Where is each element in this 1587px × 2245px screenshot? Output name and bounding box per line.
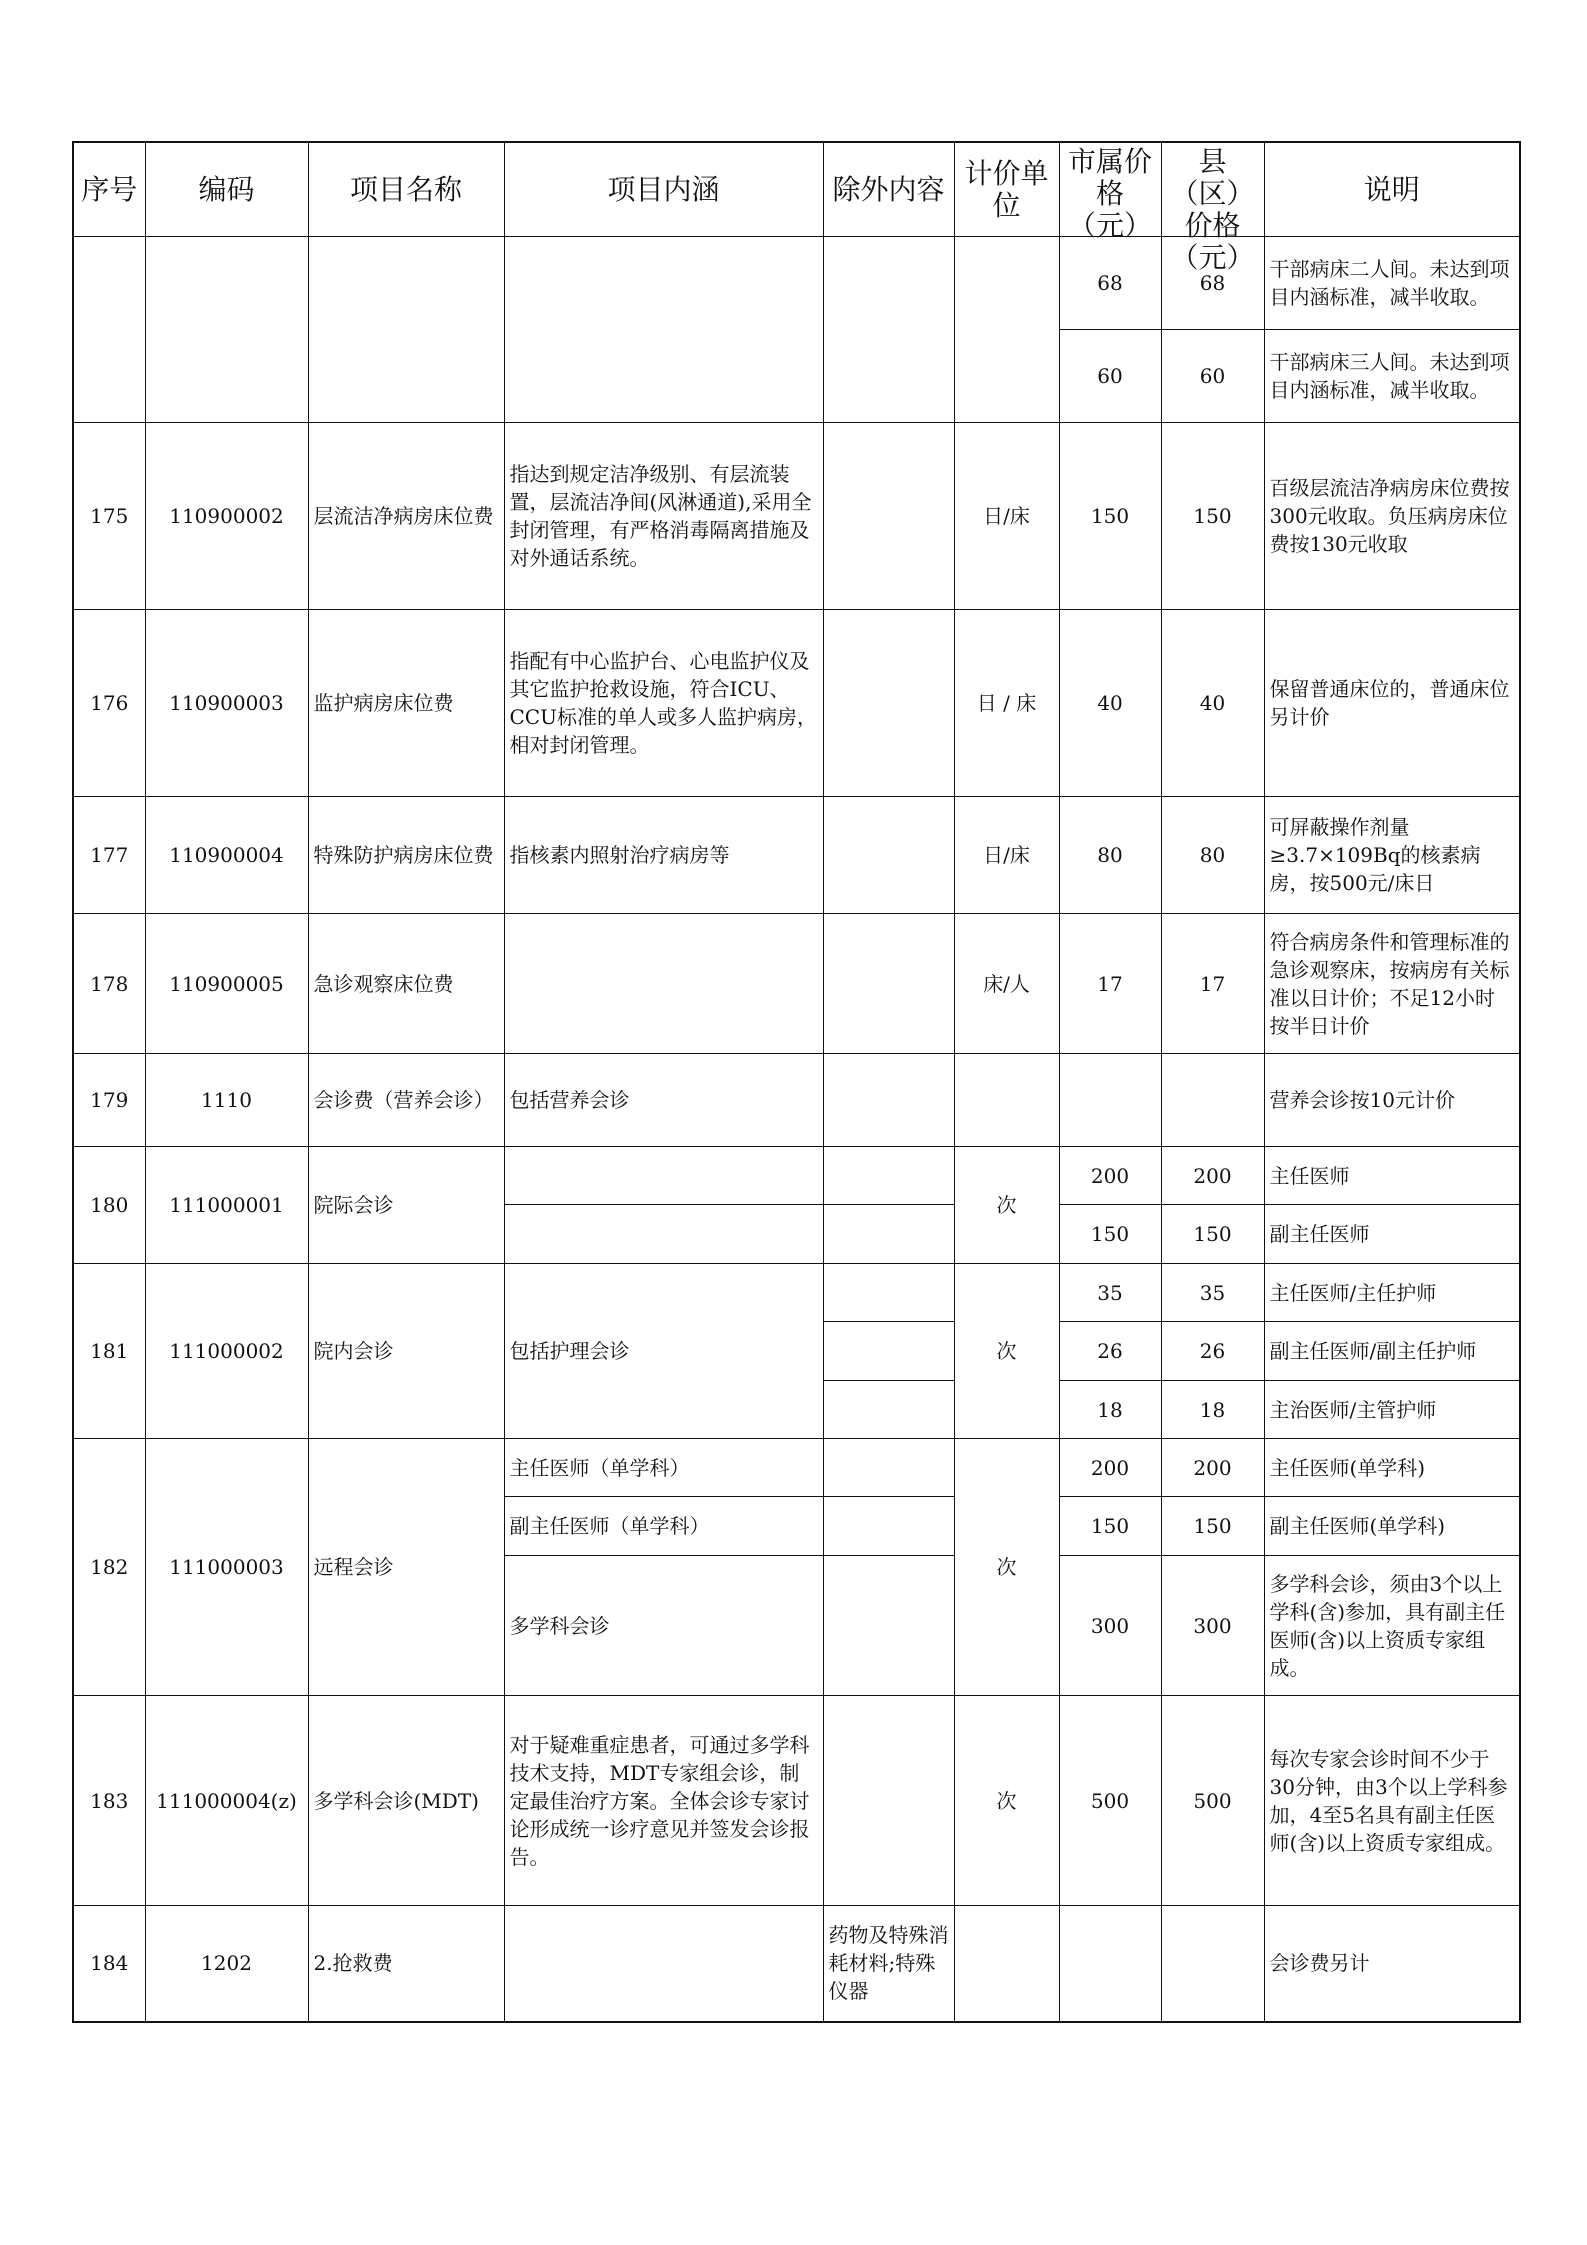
cell-city-price: 500 [1059, 1696, 1161, 1906]
cell-exclude [823, 1054, 954, 1147]
cell-county-price: 35 [1161, 1264, 1264, 1322]
cell-note: 保留普通床位的，普通床位另计价 [1264, 610, 1520, 797]
cell-city-price: 150 [1059, 423, 1161, 610]
cell-exclude [823, 1381, 954, 1439]
cell-county-price: 68 [1161, 237, 1264, 330]
cell-seq: 182 [73, 1439, 145, 1696]
table-row [73, 1439, 1520, 1497]
cell-seq: 176 [73, 610, 145, 797]
cell-name: 远程会诊 [308, 1439, 504, 1696]
cell-seq [73, 237, 145, 423]
cell-exclude [823, 1264, 954, 1322]
cell-name: 2.抢救费 [308, 1906, 504, 2022]
cell-seq: 184 [73, 1906, 145, 2022]
table-row [73, 1147, 1520, 1205]
cell-unit [954, 1054, 1059, 1147]
cell-content: 主任医师（单学科） [504, 1439, 823, 1497]
cell-content [504, 914, 823, 1054]
cell-name [308, 237, 504, 423]
cell-note: 干部病床三人间。未达到项目内涵标准，减半收取。 [1264, 330, 1520, 423]
header-unit: 计价单位 [954, 142, 1059, 237]
cell-seq: 180 [73, 1147, 145, 1264]
cell-county-price: 500 [1161, 1696, 1264, 1906]
cell-content: 指核素内照射治疗病房等 [504, 797, 823, 914]
cell-code [145, 237, 308, 423]
cell-county-price [1161, 1054, 1264, 1147]
cell-content: 多学科会诊 [504, 1556, 823, 1696]
cell-exclude [823, 1556, 954, 1696]
cell-unit: 次 [954, 1439, 1059, 1696]
header-row [73, 142, 1520, 237]
table-row [73, 610, 1520, 797]
cell-name: 急诊观察床位费 [308, 914, 504, 1054]
cell-county-price: 150 [1161, 423, 1264, 610]
cell-content: 副主任医师（单学科） [504, 1497, 823, 1556]
cell-county-price: 150 [1161, 1205, 1264, 1264]
header-county-price: 县（区）价格（元） [1161, 142, 1264, 237]
cell-code: 110900002 [145, 423, 308, 610]
cell-seq: 177 [73, 797, 145, 914]
table-row [73, 1264, 1520, 1322]
cell-exclude [823, 797, 954, 914]
cell-unit: 日 / 床 [954, 610, 1059, 797]
cell-note: 主任医师(单学科) [1264, 1439, 1520, 1497]
cell-note: 可屏蔽操作剂量≥3.7×109Bq的核素病房，按500元/床日 [1264, 797, 1520, 914]
cell-content: 对于疑难重症患者，可通过多学科技术支持，MDT专家组会诊，制定最佳治疗方案。全体会诊专家讨论形成统一诊疗意见并签发会诊报告。 [504, 1696, 823, 1906]
cell-city-price: 80 [1059, 797, 1161, 914]
cell-unit [954, 237, 1059, 423]
cell-county-price [1161, 1906, 1264, 2022]
cell-note: 每次专家会诊时间不少于30分钟，由3个以上学科参加，4至5名具有副主任医师(含)以上资质专家组成。 [1264, 1696, 1520, 1906]
cell-code: 110900003 [145, 610, 308, 797]
cell-city-price: 200 [1059, 1439, 1161, 1497]
cell-exclude [823, 610, 954, 797]
cell-city-price: 40 [1059, 610, 1161, 797]
cell-exclude [823, 423, 954, 610]
cell-note: 多学科会诊，须由3个以上学科(含)参加，具有副主任医师(含)以上资质专家组成。 [1264, 1556, 1520, 1696]
cell-county-price: 200 [1161, 1147, 1264, 1205]
cell-county-price: 40 [1161, 610, 1264, 797]
cell-note: 副主任医师 [1264, 1205, 1520, 1264]
cell-code: 111000003 [145, 1439, 308, 1696]
cell-exclude [823, 1147, 954, 1205]
header-city-price: 市属价格（元） [1059, 142, 1161, 237]
cell-code: 110900005 [145, 914, 308, 1054]
cell-content: 包括营养会诊 [504, 1054, 823, 1147]
cell-unit: 日/床 [954, 797, 1059, 914]
cell-name: 会诊费（营养会诊） [308, 1054, 504, 1147]
cell-unit: 次 [954, 1264, 1059, 1439]
cell-name: 特殊防护病房床位费 [308, 797, 504, 914]
cell-note: 主治医师/主管护师 [1264, 1381, 1520, 1439]
cell-code: 111000001 [145, 1147, 308, 1264]
cell-exclude [823, 1497, 954, 1556]
table-row [73, 914, 1520, 1054]
cell-county-price: 300 [1161, 1556, 1264, 1696]
table-row [73, 423, 1520, 610]
header-content: 项目内涵 [504, 142, 823, 237]
header-exclude: 除外内容 [823, 142, 954, 237]
cell-note: 副主任医师/副主任护师 [1264, 1322, 1520, 1381]
cell-content [504, 1147, 823, 1205]
cell-name: 院内会诊 [308, 1264, 504, 1439]
cell-city-price: 150 [1059, 1205, 1161, 1264]
cell-city-price: 200 [1059, 1147, 1161, 1205]
cell-name: 多学科会诊(MDT) [308, 1696, 504, 1906]
cell-city-price: 26 [1059, 1322, 1161, 1381]
cell-county-price: 200 [1161, 1439, 1264, 1497]
cell-code: 110900004 [145, 797, 308, 914]
header-note: 说明 [1264, 142, 1520, 237]
cell-city-price: 18 [1059, 1381, 1161, 1439]
cell-seq: 175 [73, 423, 145, 610]
price-table [72, 141, 1521, 2023]
header-code: 编码 [145, 142, 308, 237]
cell-unit: 次 [954, 1696, 1059, 1906]
cell-county-price: 60 [1161, 330, 1264, 423]
cell-note: 营养会诊按10元计价 [1264, 1054, 1520, 1147]
cell-exclude [823, 1205, 954, 1264]
cell-county-price: 80 [1161, 797, 1264, 914]
cell-county-price: 17 [1161, 914, 1264, 1054]
cell-note: 主任医师 [1264, 1147, 1520, 1205]
cell-code: 111000002 [145, 1264, 308, 1439]
cell-code: 1110 [145, 1054, 308, 1147]
table-row [73, 1696, 1520, 1906]
cell-content [504, 1205, 823, 1264]
cell-name: 院际会诊 [308, 1147, 504, 1264]
cell-code: 1202 [145, 1906, 308, 2022]
cell-note: 会诊费另计 [1264, 1906, 1520, 2022]
cell-unit: 次 [954, 1147, 1059, 1264]
cell-city-price: 17 [1059, 914, 1161, 1054]
cell-unit [954, 1906, 1059, 2022]
cell-city-price: 68 [1059, 237, 1161, 330]
cell-city-price [1059, 1054, 1161, 1147]
cell-name: 监护病房床位费 [308, 610, 504, 797]
table-row [73, 237, 1520, 330]
table-row [73, 797, 1520, 914]
cell-exclude [823, 1322, 954, 1381]
cell-unit: 日/床 [954, 423, 1059, 610]
cell-note: 主任医师/主任护师 [1264, 1264, 1520, 1322]
cell-seq: 183 [73, 1696, 145, 1906]
cell-city-price: 150 [1059, 1497, 1161, 1556]
cell-seq: 181 [73, 1264, 145, 1439]
cell-city-price: 300 [1059, 1556, 1161, 1696]
cell-note: 百级层流洁净病房床位费按300元收取。负压病房床位费按130元收取 [1264, 423, 1520, 610]
table-row [73, 1906, 1520, 2022]
cell-exclude: 药物及特殊消耗材料;特殊仪器 [823, 1906, 954, 2022]
cell-seq: 179 [73, 1054, 145, 1147]
header-seq: 序号 [73, 142, 145, 237]
cell-content: 指配有中心监护台、心电监护仪及其它监护抢救设施，符合ICU、CCU标准的单人或多人监护病房，相对封闭管理。 [504, 610, 823, 797]
cell-county-price: 150 [1161, 1497, 1264, 1556]
cell-name: 层流洁净病房床位费 [308, 423, 504, 610]
cell-county-price: 26 [1161, 1322, 1264, 1381]
table-row [73, 1054, 1520, 1147]
cell-city-price: 35 [1059, 1264, 1161, 1322]
header-name: 项目名称 [308, 142, 504, 237]
cell-content [504, 1906, 823, 2022]
cell-seq: 178 [73, 914, 145, 1054]
cell-exclude [823, 1696, 954, 1906]
cell-content: 指达到规定洁净级别、有层流装置，层流洁净间(风淋通道),采用全封闭管理，有严格消毒隔离措施及对外通话系统。 [504, 423, 823, 610]
cell-note: 副主任医师(单学科) [1264, 1497, 1520, 1556]
cell-content: 包括护理会诊 [504, 1264, 823, 1439]
cell-unit: 床/人 [954, 914, 1059, 1054]
cell-county-price: 18 [1161, 1381, 1264, 1439]
cell-exclude [823, 914, 954, 1054]
cell-note: 符合病房条件和管理标准的急诊观察床，按病房有关标准以日计价；不足12小时按半日计价 [1264, 914, 1520, 1054]
cell-exclude [823, 1439, 954, 1497]
cell-note: 干部病床二人间。未达到项目内涵标准，减半收取。 [1264, 237, 1520, 330]
cell-content [504, 237, 823, 423]
cell-city-price [1059, 1906, 1161, 2022]
cell-city-price: 60 [1059, 330, 1161, 423]
cell-exclude [823, 237, 954, 423]
cell-code: 111000004(z) [145, 1696, 308, 1906]
